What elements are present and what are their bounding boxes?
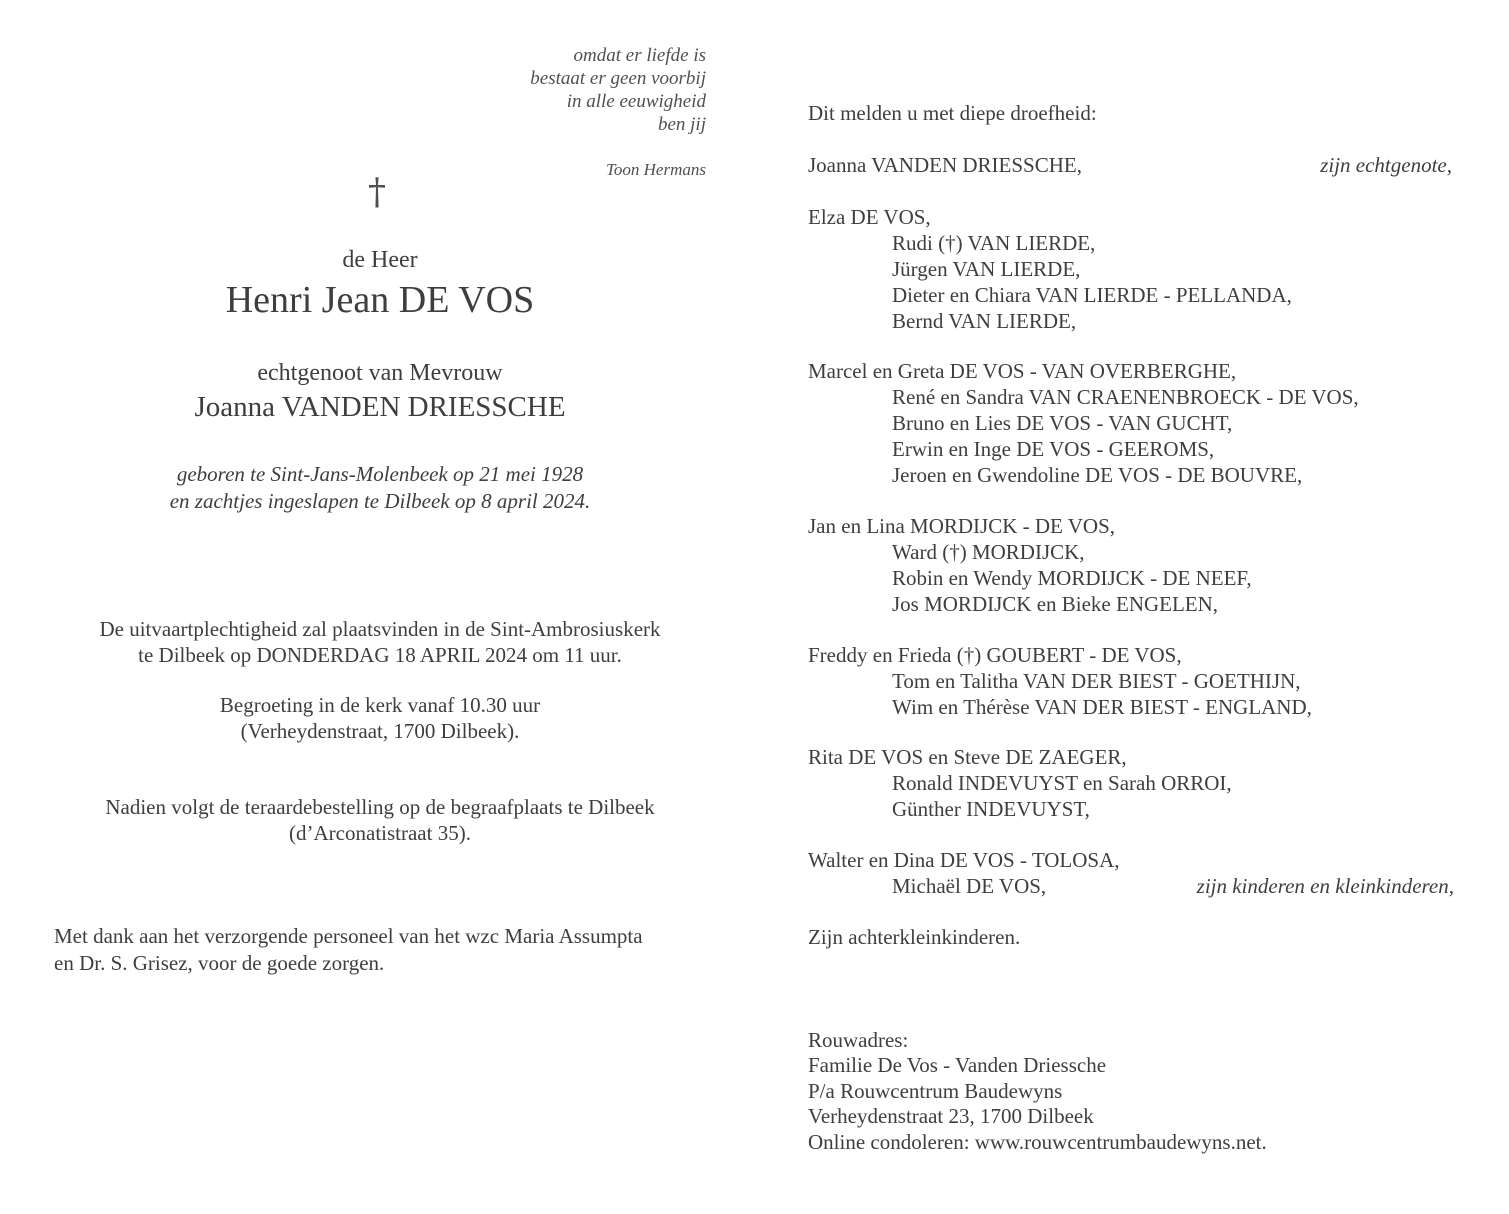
announcement: Dit melden u met diepe droefheid: bbox=[808, 101, 1097, 125]
spouse-entry-name: Joanna VANDEN DRIESSCHE, bbox=[808, 153, 1082, 177]
greeting-info bbox=[0, 692, 760, 744]
family-member: Wim en Thérèse VAN DER BIEST - ENGLAND, bbox=[892, 695, 1312, 719]
burial-line: Nadien volgt de teraardebestelling op de begraafplaats te Dilbeek bbox=[105, 795, 655, 819]
address-line: P/a Rouwcentrum Baudewyns bbox=[808, 1079, 1063, 1103]
birth-death-info bbox=[0, 461, 760, 515]
family-member: Günther INDEVUYST, bbox=[892, 797, 1090, 821]
family-member: Ward (†) MORDIJCK, bbox=[892, 540, 1085, 564]
thanks-line: Met dank aan het verzorgende personeel van het wzc Maria Assumpta bbox=[54, 924, 643, 948]
address-label: Rouwadres: bbox=[808, 1028, 909, 1052]
death-line: en zachtjes ingeslapen te Dilbeek op 8 april 2024. bbox=[169, 489, 591, 513]
spouse-intro: echtgenoot van Mevrouw bbox=[257, 360, 503, 386]
burial-info bbox=[0, 794, 760, 846]
greeting-line: Begroeting in de kerk vanaf 10.30 uur bbox=[219, 693, 541, 717]
address-line: Verheydenstraat 23, 1700 Dilbeek bbox=[808, 1104, 1094, 1128]
funeral-line: De uitvaartplechtigheid zal plaatsvinden in de Sint-Ambrosiuskerk bbox=[99, 617, 661, 641]
family-member: Robin en Wendy MORDIJCK - DE NEEF, bbox=[892, 566, 1252, 590]
family-member: Michaël DE VOS, bbox=[892, 874, 1047, 898]
family-member: Jos MORDIJCK en Bieke ENGELEN, bbox=[892, 592, 1219, 616]
family-member: Erwin en Inge DE VOS - GEEROMS, bbox=[892, 437, 1215, 461]
family-member: Jeroen en Gwendoline DE VOS - DE BOUVRE, bbox=[892, 463, 1303, 487]
right-column bbox=[808, 0, 1498, 1214]
family-member: Bernd VAN LIERDE, bbox=[892, 309, 1077, 333]
deceased-name: Henri Jean DE VOS bbox=[225, 279, 535, 321]
cross-icon: † bbox=[368, 172, 386, 213]
family-head: Rita DE VOS en Steve DE ZAEGER, bbox=[808, 745, 1127, 769]
poem-line: in alle eeuwigheid bbox=[566, 91, 706, 112]
poem-line: omdat er liefde is bbox=[573, 45, 706, 66]
funeral-info bbox=[0, 616, 760, 668]
poem-line: bestaat er geen voorbij bbox=[530, 68, 706, 89]
family-head: Marcel en Greta DE VOS - VAN OVERBERGHE, bbox=[808, 359, 1237, 383]
family-member: Jürgen VAN LIERDE, bbox=[892, 257, 1081, 281]
spouse-name: Joanna VANDEN DRIESSCHE bbox=[194, 391, 566, 423]
poem bbox=[530, 44, 706, 136]
poem-line: ben jij bbox=[657, 114, 706, 135]
family-member: Tom en Talitha VAN DER BIEST - GOETHIJN, bbox=[892, 669, 1301, 693]
funeral-line: te Dilbeek op DONDERDAG 18 APRIL 2024 om 11 uur. bbox=[138, 643, 622, 667]
family-member: Ronald INDEVUYST en Sarah ORROI, bbox=[892, 771, 1232, 795]
greeting-line: (Verheydenstraat, 1700 Dilbeek). bbox=[240, 719, 520, 743]
family-member: Dieter en Chiara VAN LIERDE - PELLANDA, bbox=[892, 283, 1292, 307]
family-head: Freddy en Frieda (†) GOUBERT - DE VOS, bbox=[808, 643, 1182, 667]
thanks-note bbox=[54, 923, 643, 977]
family-member: René en Sandra VAN CRAENENBROECK - DE VOS, bbox=[892, 385, 1359, 409]
thanks-line: en Dr. S. Grisez, voor de goede zorgen. bbox=[54, 951, 385, 975]
birth-line: geboren te Sint-Jans-Molenbeek op 21 mei 1928 bbox=[176, 462, 584, 486]
family-head: Walter en Dina DE VOS - TOLOSA, bbox=[808, 848, 1120, 872]
family-member: Rudi (†) VAN LIERDE, bbox=[892, 231, 1096, 255]
family-member: Bruno en Lies DE VOS - VAN GUCHT, bbox=[892, 411, 1233, 435]
address-line: Familie De Vos - Vanden Driessche bbox=[808, 1053, 1107, 1077]
spouse-entry-role: zijn echtgenote, bbox=[1320, 153, 1452, 177]
burial-line: (d’Arconatistraat 35). bbox=[289, 821, 471, 845]
online-condolence-line: Online condoleren: www.rouwcentrumbaudewyns.net. bbox=[808, 1130, 1267, 1154]
honorific: de Heer bbox=[342, 247, 418, 273]
family-head: Elza DE VOS, bbox=[808, 205, 931, 229]
children-role: zijn kinderen en kleinkinderen, bbox=[1196, 874, 1454, 898]
poem-author: Toon Hermans bbox=[606, 160, 706, 179]
family-head: Jan en Lina MORDIJCK - DE VOS, bbox=[808, 514, 1116, 538]
great-grandchildren: Zijn achterkleinkinderen. bbox=[808, 925, 1021, 949]
